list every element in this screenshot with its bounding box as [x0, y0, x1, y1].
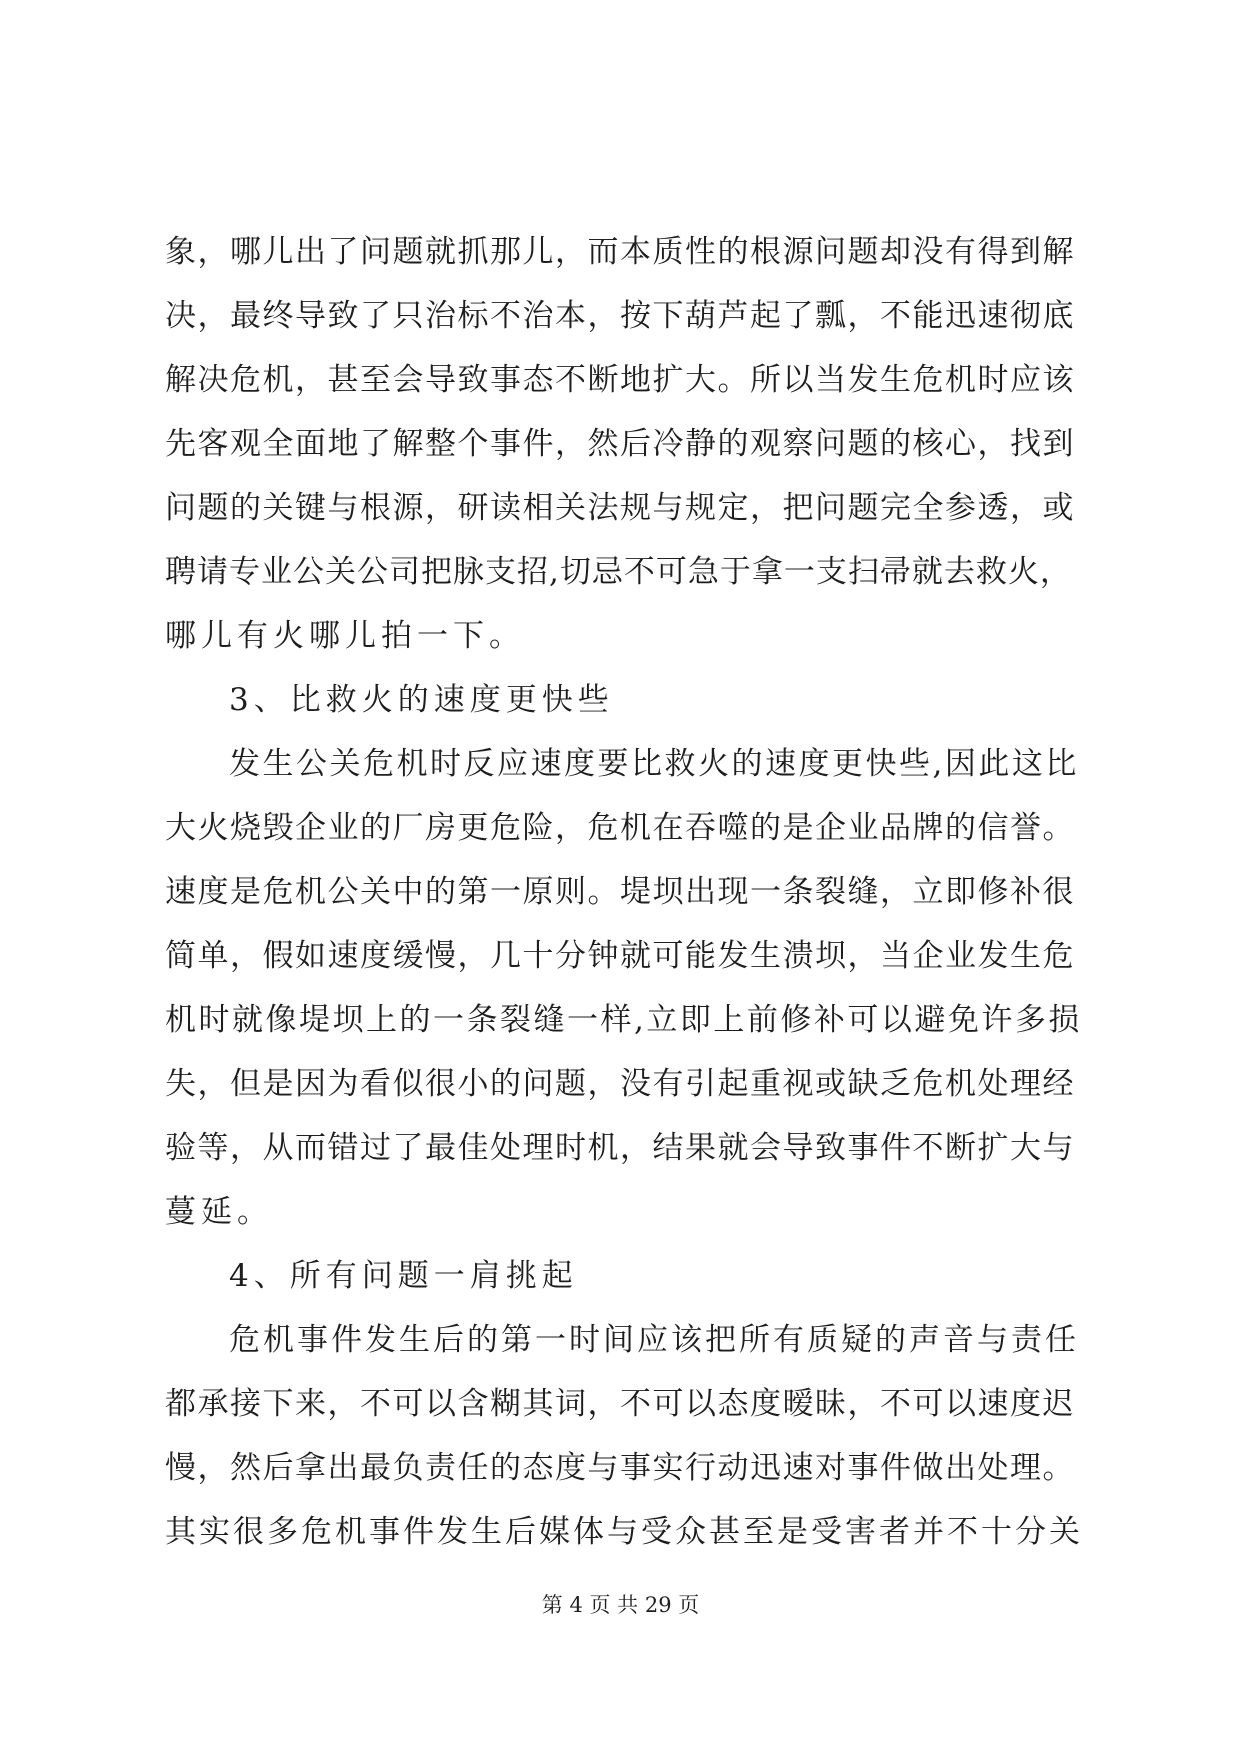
paragraph-line: 聘请专业公关公司把脉支招,切忌不可急于拿一支扫帚就去救火，	[165, 554, 1072, 590]
paragraph-line: 验等，从而错过了最佳处理时机，结果就会导致事件不断扩大与	[165, 1130, 1075, 1166]
paragraph-line: 危机事件发生后的第一时间应该把所有质疑的声音与责任	[229, 1322, 1079, 1358]
paragraph-line: 失，但是因为看似很小的问题，没有引起重视或缺乏危机处理经	[165, 1066, 1075, 1102]
paragraph-line: 先客观全面地了解整个事件，然后冷静的观察问题的核心，找到	[165, 426, 1075, 462]
paragraph-line: 问题的关键与根源，研读相关法规与规定，把问题完全参透，或	[165, 490, 1075, 526]
paragraph-line: 发生公关危机时反应速度要比救火的速度更快些,因此这比	[229, 746, 1079, 782]
paragraph-line: 大火烧毁企业的厂房更危险，危机在吞噬的是企业品牌的信誉。	[165, 810, 1075, 846]
paragraph-line: 慢，然后拿出最负责任的态度与事实行动迅速对事件做出处理。	[165, 1450, 1075, 1486]
paragraph-line: 决，最终导致了只治标不治本，按下葫芦起了瓢，不能迅速彻底	[165, 298, 1075, 334]
paragraph-line: 机时就像堤坝上的一条裂缝一样,立即上前修补可以避免许多损	[165, 1002, 1082, 1038]
paragraph-line: 解决危机，甚至会导致事态不断地扩大。所以当发生危机时应该	[165, 362, 1075, 398]
paragraph-line: 蔓延。	[165, 1194, 273, 1230]
paragraph-line: 象，哪儿出了问题就抓那儿，而本质性的根源问题却没有得到解	[165, 234, 1075, 270]
paragraph-line: 都承接下来，不可以含糊其词，不可以态度暧昧，不可以速度迟	[165, 1386, 1075, 1422]
paragraph-line: 简单，假如速度缓慢，几十分钟就可能发生溃坝，当企业发生危	[165, 938, 1075, 974]
paragraph-line: 哪儿有火哪儿拍一下。	[165, 618, 525, 654]
paragraph-line: 速度是危机公关中的第一原则。堤坝出现一条裂缝，立即修补很	[165, 874, 1075, 910]
section-heading: 3、比救火的速度更快些	[229, 682, 614, 718]
paragraph-line: 其实很多危机事件发生后媒体与受众甚至是受害者并不十分关	[165, 1514, 1083, 1550]
section-heading: 4、所有问题一肩挑起	[229, 1258, 578, 1294]
page-number-footer: 第 4 页 共 29 页	[541, 1593, 700, 1617]
